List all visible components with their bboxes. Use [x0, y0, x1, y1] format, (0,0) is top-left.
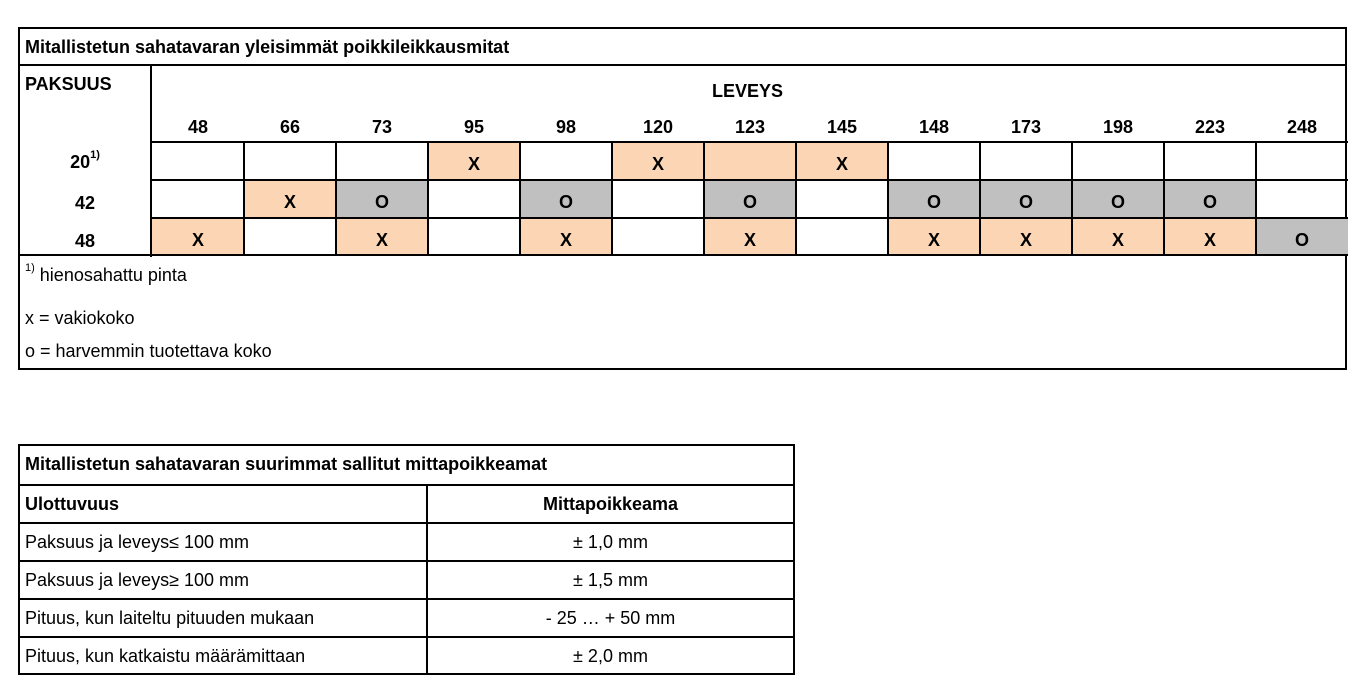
- legend-standard: x = vakiokoko: [25, 308, 135, 328]
- standard-size-cell: X: [980, 218, 1072, 256]
- table-row: [20, 636, 793, 674]
- standard-size-cell: X: [336, 218, 428, 256]
- cross-section-table: [18, 27, 1347, 370]
- width-value: 73: [371, 117, 393, 137]
- tolerance-table-title: Mitallistetun sahatavaran suurimmat sallitut mittapoikkeamat: [25, 454, 548, 474]
- rare-size-cell: O: [888, 180, 980, 218]
- standard-size-cell: X: [1164, 218, 1256, 256]
- width-value: 248: [1286, 117, 1318, 137]
- rare-size-cell: O: [1072, 180, 1164, 218]
- empty-cell: [1072, 142, 1164, 180]
- width-header: LEVEYS: [711, 81, 784, 101]
- empty-cell: [612, 218, 704, 256]
- width-value: 95: [463, 117, 485, 137]
- empty-cell: [428, 180, 520, 218]
- standard-size-cell: X: [704, 218, 796, 256]
- width-value: 123: [734, 117, 766, 137]
- width-value: 173: [1010, 117, 1042, 137]
- table-row: [20, 522, 793, 560]
- rare-size-cell: O: [1164, 180, 1256, 218]
- row-label-20: 20$^{1)}$: [70, 149, 100, 172]
- standard-size-cell: X: [520, 218, 612, 256]
- grid-line: [1255, 142, 1257, 256]
- width-value: 66: [279, 117, 301, 137]
- grid-line: [611, 142, 613, 256]
- grid-line: [20, 254, 1347, 256]
- grid-line: [150, 141, 1348, 143]
- width-value: 148: [918, 117, 950, 137]
- grid-line: [150, 179, 1348, 181]
- tolerance-header-row: [20, 484, 793, 522]
- column-divider: [426, 484, 428, 673]
- dimension-cell: Paksuus ja leveys≥ 100 mm: [25, 570, 249, 590]
- empty-cell: [152, 142, 244, 180]
- tolerance-title-row: [20, 446, 793, 484]
- table-title: Mitallistetun sahatavaran yleisimmät poikkileikkausmitat: [20, 29, 1345, 66]
- rare-size-cell: O: [336, 180, 428, 218]
- thickness-header: PAKSUUS: [25, 74, 112, 94]
- tolerance-cell: ± 1,5 mm: [573, 570, 648, 590]
- rare-size-cell: O: [704, 180, 796, 218]
- footnote: $^{1)}$ hienosahattu pinta: [25, 262, 187, 285]
- empty-cell: [1164, 142, 1256, 180]
- tolerance-table: [18, 444, 795, 675]
- grid-line: [150, 217, 1348, 219]
- dimension-header: Ulottuvuus: [25, 494, 119, 514]
- grid-line: [243, 142, 245, 256]
- table-row: [150, 180, 1347, 218]
- empty-cell: [1256, 142, 1348, 180]
- standard-size-cell: X: [152, 218, 244, 256]
- grid-line: [887, 142, 889, 256]
- standard-size-cell: X: [888, 218, 980, 256]
- grid-line: [1163, 142, 1165, 256]
- grid-line: [427, 142, 429, 256]
- standard-size-cell: X: [428, 142, 520, 180]
- empty-cell: [244, 142, 336, 180]
- tolerance-cell: - 25 … + 50 mm: [545, 608, 676, 628]
- grid-line: [703, 142, 705, 256]
- dimension-cell: Paksuus ja leveys≤ 100 mm: [25, 532, 249, 552]
- standard-size-cell: [704, 142, 796, 180]
- grid-line: [795, 142, 797, 256]
- empty-cell: [244, 218, 336, 256]
- empty-cell: [796, 180, 888, 218]
- standard-size-cell: X: [796, 142, 888, 180]
- empty-cell: [796, 218, 888, 256]
- rare-size-cell: O: [520, 180, 612, 218]
- width-value: 198: [1102, 117, 1134, 137]
- grid-line: [335, 142, 337, 256]
- empty-cell: [980, 142, 1072, 180]
- width-value: 48: [187, 117, 209, 137]
- rare-size-cell: O: [1256, 218, 1348, 256]
- table-row: [20, 598, 793, 636]
- standard-size-cell: X: [1072, 218, 1164, 256]
- empty-cell: [1256, 180, 1348, 218]
- rare-size-cell: O: [980, 180, 1072, 218]
- width-value: 223: [1194, 117, 1226, 137]
- row-label-48: 48: [74, 231, 96, 251]
- dimension-cell: Pituus, kun katkaistu määrämittaan: [25, 646, 306, 666]
- empty-cell: [336, 142, 428, 180]
- width-value: 145: [826, 117, 858, 137]
- grid-line: [519, 142, 521, 256]
- table-row: [150, 218, 1347, 256]
- tolerance-header: Mittapoikkeama: [542, 494, 679, 514]
- empty-cell: [612, 180, 704, 218]
- table-row: [150, 142, 1347, 180]
- standard-size-cell: X: [612, 142, 704, 180]
- empty-cell: [520, 142, 612, 180]
- dimension-cell: Pituus, kun laiteltu pituuden mukaan: [25, 608, 315, 628]
- standard-size-cell: X: [244, 180, 336, 218]
- size-grid: [150, 142, 1347, 257]
- empty-cell: [152, 180, 244, 218]
- tolerance-cell: ± 1,0 mm: [573, 532, 648, 552]
- grid-line: [979, 142, 981, 256]
- table-row: [20, 560, 793, 598]
- tolerance-cell: ± 2,0 mm: [573, 646, 648, 666]
- width-value: 98: [555, 117, 577, 137]
- legend-rare: o = harvemmin tuotettava koko: [25, 341, 272, 361]
- width-value: 120: [642, 117, 674, 137]
- empty-cell: [428, 218, 520, 256]
- row-label-42: 42: [74, 193, 96, 213]
- grid-line: [1071, 142, 1073, 256]
- empty-cell: [888, 142, 980, 180]
